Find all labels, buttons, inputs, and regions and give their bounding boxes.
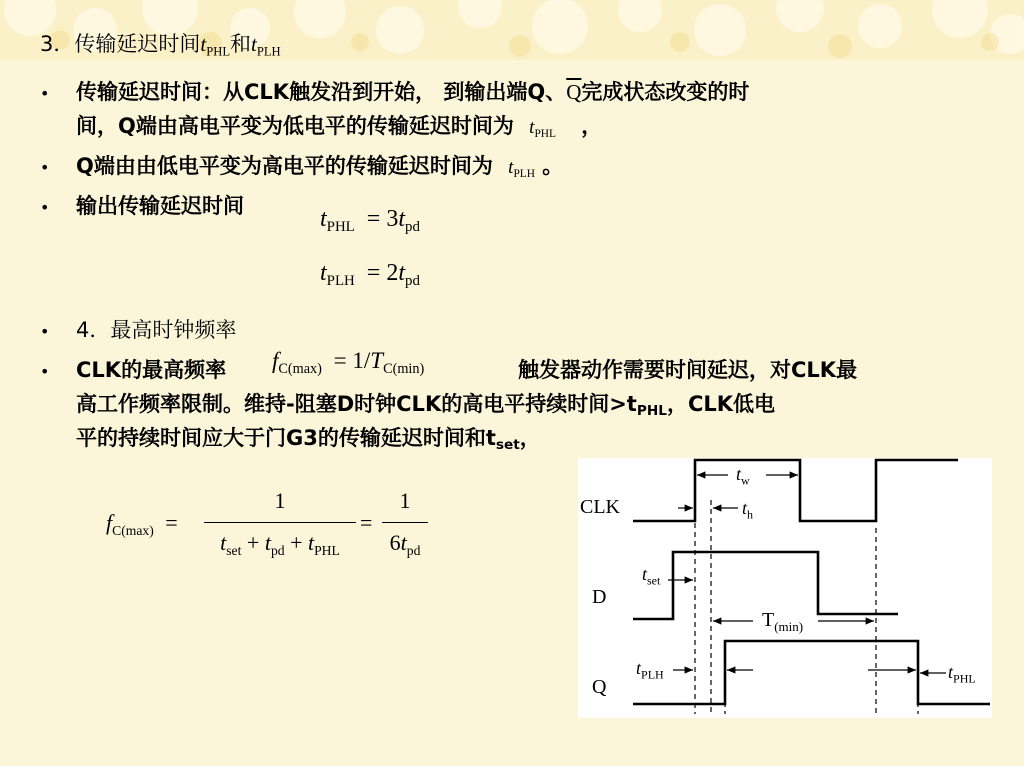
big-eq2: = <box>360 510 373 535</box>
bullet-5-line-3 <box>76 424 541 452</box>
equation-second-eq <box>360 510 372 536</box>
big-eq: = <box>165 510 178 535</box>
bullet-4-text: 4．最高时钟频率 <box>76 318 237 342</box>
bullet-5-tphl-sub: PHL <box>636 403 667 420</box>
tmin-sub: (min) <box>774 619 804 634</box>
bullet-1-text-b: 完成状态改变的时 <box>581 80 750 104</box>
label-d: D <box>592 586 607 608</box>
bullet-4 <box>76 316 236 344</box>
bullet-5-text-2a: 高工作频率限制。维持-阻塞D时钟CLK的高电平持续时间>t <box>76 392 637 416</box>
big-den-b: pd <box>270 542 285 558</box>
equation-fmax: $f_{C(max)} = 1/T_{C(min)}$ <box>272 348 425 377</box>
eq2-rhs-sub: pd <box>405 273 420 290</box>
fraction-1-denominator: $t_{set} + t_{pd} + t_{PHL}$ <box>220 530 340 558</box>
section-heading: 3．传输延迟时间$t_{PHL}$和$t_{PLH}$ <box>40 32 281 59</box>
clk-waveform <box>633 460 958 521</box>
bullet-5-text-3b: ， <box>519 426 541 450</box>
fmin-sub: C(min) <box>383 360 425 377</box>
fmax-sub: C(max) <box>278 360 322 377</box>
big-den-c: PHL <box>314 542 340 558</box>
eq1-lhs-sub: PHL <box>326 219 355 236</box>
label-th: $t_h$ <box>742 498 754 522</box>
tset-sub: set <box>647 573 661 588</box>
bullet-1-text-c: 间，Q端由高电平变为低电平的传输延迟时间为 <box>76 114 514 138</box>
bullet-1-text-a: 传输延迟时间：从CLK触发沿到开始， 到输出端Q、 <box>76 80 567 104</box>
th-sub: h <box>747 507 754 522</box>
fraction-2-denominator: $6t_{pd}$ <box>389 530 421 558</box>
tplh-sub: PLH <box>641 667 664 682</box>
equation-fmax-expanded-lhs: $f_{C(max)}$ = <box>106 510 178 538</box>
bullet-1-end: ， <box>581 114 603 138</box>
heading-tphl-sub: PHL <box>206 44 231 59</box>
fmax-T: T <box>370 348 384 373</box>
tmin-T: T <box>762 609 775 631</box>
eq1-rhs: = 3 <box>366 206 399 232</box>
tphl-sub: PHL <box>953 671 976 686</box>
label-tplh: $t_{PLH}$ <box>636 658 664 682</box>
bullet-1-line-1 <box>76 78 749 106</box>
bullet-5-line-2 <box>76 390 775 418</box>
heading-and: 和 <box>230 32 252 56</box>
bullet-5-tset-sub: set <box>495 437 520 454</box>
bullet-5-line-1 <box>76 356 226 384</box>
bullet-5-text-2b: ，CLK低电 <box>666 392 776 416</box>
equation-tphl: $t_{PHL} = 3t_{pd}$ <box>320 206 420 236</box>
bullet-5-text-3a: 平的持续时间应大于门G3的传输延迟时间和t <box>76 426 496 450</box>
label-tmin <box>762 609 803 635</box>
bullet-2-tplh-sub: PLH <box>513 167 535 180</box>
big-num2: 1 <box>399 488 411 513</box>
bullet-3 <box>76 192 244 220</box>
bullet-5-tail: 触发器动作需要时间延迟，对CLK最 <box>518 358 858 382</box>
big-den2: 6 <box>389 530 401 555</box>
bullet-2-end: 。 <box>542 154 564 178</box>
bullet-dot: • <box>40 362 50 381</box>
label-tset: $t_{set}$ <box>642 564 661 588</box>
big-den-a: set <box>226 542 242 558</box>
fraction-1-numerator <box>204 488 356 514</box>
equation-tplh: $t_{PLH} = 2t_{pd}$ <box>320 260 420 290</box>
q-bar: $\overline{Q}$ <box>566 80 582 104</box>
label-tphl: $t_{PHL}$ <box>948 662 976 686</box>
bullet-dot: • <box>40 322 50 341</box>
big-den2-sub: pd <box>406 542 421 558</box>
big-num: 1 <box>274 488 286 513</box>
label-q: Q <box>592 676 607 698</box>
bullet-5-line-1-tail <box>518 356 857 384</box>
timing-diagram <box>578 458 992 718</box>
bullet-3-text: 输出传输延迟时间 <box>76 194 244 218</box>
eq2-lhs-sub: PLH <box>326 273 355 290</box>
bullet-2: Q端由由低电平变为高电平的传输延迟时间为 $t_{PLH}$ 。 <box>76 154 564 180</box>
eq1-rhs-sub: pd <box>405 219 420 236</box>
fraction-2-numerator <box>382 488 428 514</box>
heading-tplh-sub: PLH <box>256 44 281 59</box>
bullet-1-tphl-sub: PHL <box>534 127 556 140</box>
eq2-rhs: = 2 <box>366 260 399 286</box>
bullet-dot: • <box>40 158 50 177</box>
label-tw: $t_w$ <box>736 464 750 488</box>
label-clk: CLK <box>580 496 620 518</box>
bullet-5-label: CLK的最高频率 <box>76 358 227 382</box>
bullet-1-line-2: 间，Q端由高电平变为低电平的传输延迟时间为 $t_{PHL}$ ， <box>76 114 603 140</box>
big-lhs-sub: C(max) <box>112 522 154 538</box>
bullet-2-text: Q端由由低电平变为高电平的传输延迟时间为 <box>76 154 493 178</box>
fmax-rhs: = 1/ <box>333 348 371 373</box>
fraction-1-bar <box>204 522 356 523</box>
bullet-dot: • <box>40 198 50 217</box>
guide-lines <box>695 478 918 714</box>
bullet-dot: • <box>40 84 50 103</box>
tw-sub: w <box>741 473 750 488</box>
fraction-2-bar <box>382 522 428 523</box>
heading-text: 3．传输延迟时间 <box>40 32 201 56</box>
